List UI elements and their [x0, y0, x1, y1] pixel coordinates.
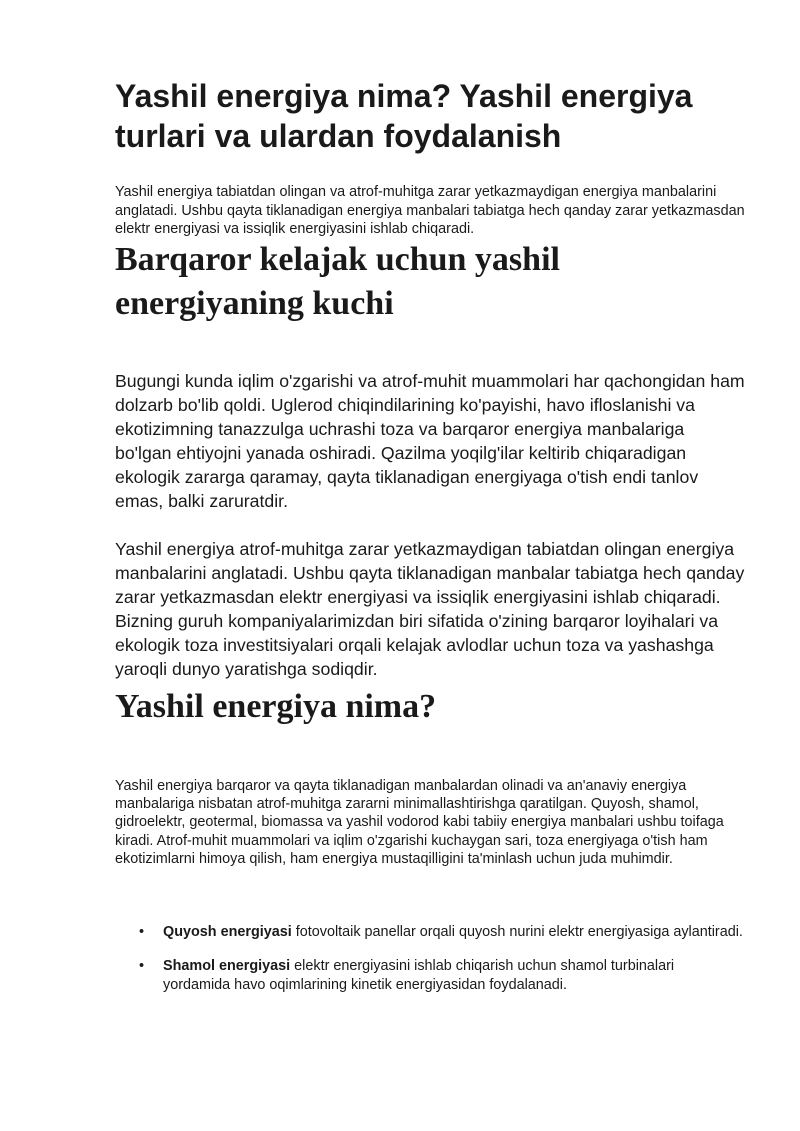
list-item-shamol: [115, 957, 745, 995]
energy-types-list: [115, 923, 745, 995]
section2-paragraph: Yashil energiya barqaror va qayta tiklanadigan manbalardan olinadi va an'anaviy energiya manbalariga nisbatan atrof-muhitga zararni minimallashtirishga qaratilgan. Quyosh, shamol, gidroelektr, geotermal, biomassa va yashil vodorod kabi tabiiy energiya manbalari ushbu toifaga kiradi. Atrof-muhit muammolari va iqlim o'zgarishi kuchaygan sari, toza energiyaga o'tish ham ekotizimlarni himoya qilish, ham energiya mustaqilligini ta'minlash uchun juda muhimdir.: [115, 777, 724, 868]
list-item-quyosh: [115, 923, 745, 942]
list-item-text: fotovoltaik panellar orqali quyosh nurini elektr energiyasiga aylantiradi.: [291, 923, 743, 940]
section-heading-barqaror: Barqaror kelajak uchun yashil energiyaning kuchi: [115, 240, 560, 322]
list-item-term: Quyosh energiyasi: [163, 923, 292, 940]
page-title: Yashil energiya nima? Yashil energiya turlari va ulardan foydalanish: [115, 78, 693, 154]
document-page: [115, 76, 745, 1010]
section1-paragraph-1: Bugungi kunda iqlim o'zgarishi va atrof-muhit muammolari har qachongidan ham dolzarb bo'lib qoldi. Uglerod chiqindilarining ko'payishi, havo ifloslanishi va ekotizimning tanazzulga uchrashi toza va barqaror energiya manbalariga bo'lgan ehtiyojni yanada oshiradi. Qazilma yoqilg'ilar keltirib chiqaradigan ekologik zararga qaramay, qayta tiklanadigan energiyaga o'tish endi tanlov emas, balki zaruratdir.: [115, 370, 745, 511]
list-item-text: elektr energiyasini ishlab chiqarish uchun shamol turbinalari yordamida havo oqimlarining kinetik energiyasidan foydalanadi.: [163, 957, 675, 993]
bullet-icon: •: [139, 923, 145, 940]
intro-paragraph: Yashil energiya tabiatdan olingan va atrof-muhitga zarar yetkazmaydigan energiya manbalarini anglatadi. Ushbu qayta tiklanadigan energiya manbalari tabiatga hech qanday zarar yetkazmasdan elektr energiyasi va issiqlik energiyasini ishlab chiqaradi.: [115, 184, 745, 237]
bullet-icon: •: [139, 957, 145, 974]
section-heading-yashil-energiya-nima: Yashil energiya nima?: [115, 687, 437, 725]
section1-paragraph-2: Yashil energiya atrof-muhitga zarar yetkazmaydigan tabiatdan olingan energiya manbalarini anglatadi. Ushbu qayta tiklanadigan manbalar tabiatga hech qanday zarar yetkazmasdan elektr energiyasi va issiqlik energiyasini ishlab chiqaradi. Bizning guruh kompaniyalarimizdan biri sifatida o'zining barqaror loyihalari va ekologik toza investitsiyalari orqali kelajak avlodlar uchun toza va yashashga yaroqli dunyo yaratishga sodiqdir.: [115, 538, 745, 679]
list-item-term: Shamol energiyasi: [163, 957, 291, 974]
